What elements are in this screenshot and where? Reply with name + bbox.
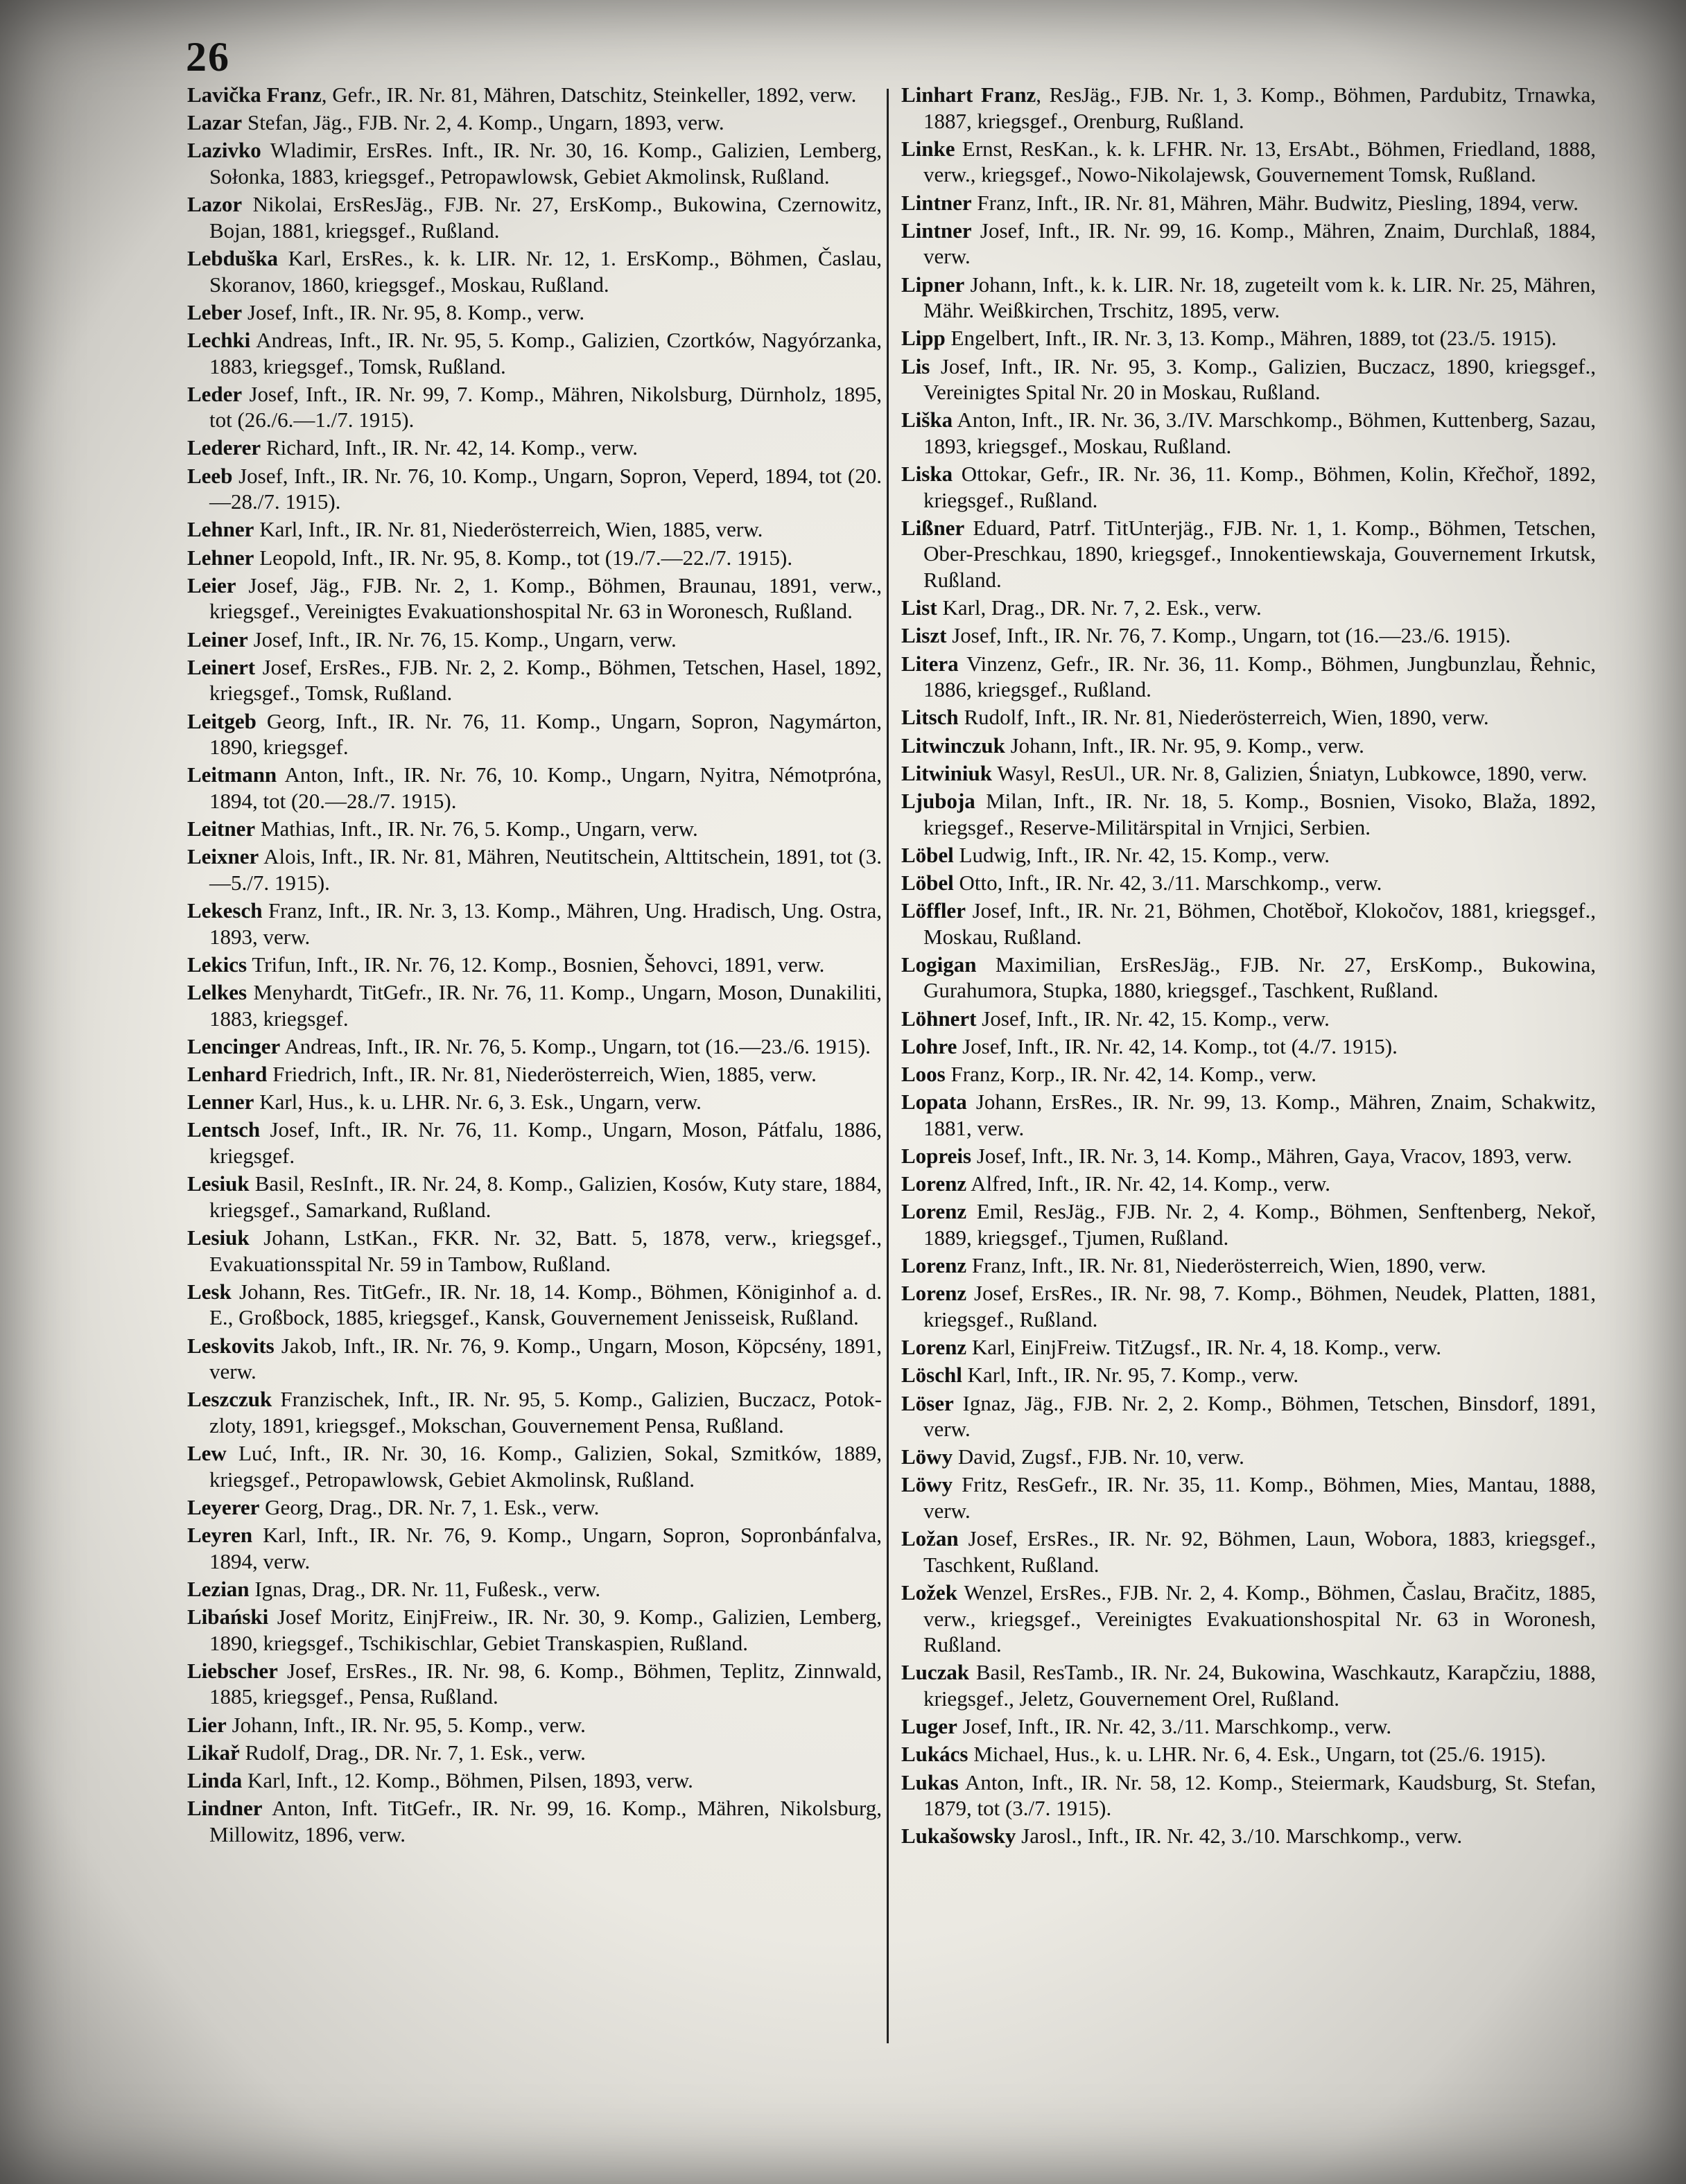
entry-surname: Linda (187, 1767, 243, 1792)
register-entry (187, 573, 882, 624)
register-entry (187, 110, 882, 136)
entry-details: Anton, Inft., IR. Nr. 58, 12. Komp., Steiermark, Kaudsburg, St. Stefan, 1879, tot (3./7. 1915). (923, 1770, 1596, 1821)
register-entry (901, 1390, 1596, 1442)
register-entry (901, 1280, 1596, 1332)
register-entry (187, 1522, 882, 1574)
register-entry (187, 1061, 882, 1087)
entry-details: Engelbert, Inft., IR. Nr. 3, 13. Komp., Mähren, 1889, tot (23./5. 1915). (945, 326, 1557, 351)
column-divider (887, 89, 889, 2043)
entry-details: Ignas, Drag., DR. Nr. 11, Fußesk., verw. (249, 1576, 601, 1601)
entry-surname: Lelkes (187, 980, 247, 1005)
entry-surname: Lekics (187, 952, 247, 977)
register-entry (187, 137, 882, 189)
entry-details: Ignaz, Jäg., FJB. Nr. 2, 2. Komp., Böhmen, Tetschen, Binsdorf, 1891, verw. (923, 1390, 1596, 1442)
register-entry (901, 1171, 1596, 1197)
register-entry (901, 515, 1596, 593)
entry-surname: Löbel (901, 870, 954, 895)
entry-surname: Lukašowsky (901, 1824, 1016, 1849)
entry-surname: Lenhard (187, 1062, 268, 1087)
entry-surname: Lorenz (901, 1335, 967, 1360)
entry-details: Josef, Inft., IR. Nr. 3, 14. Komp., Mähren, Gaya, Vracov, 1893, verw. (971, 1144, 1572, 1168)
entry-details: Franzischek, Inft., IR. Nr. 95, 5. Komp., Galizien, Buczacz, Potok-zloty, 1891, kriegsgef., Mokschan, Gouvernement Pensa, Rußland. (209, 1387, 882, 1438)
entry-surname: Löschl (901, 1363, 962, 1388)
entry-surname: Lipner (901, 272, 965, 297)
register-entry (187, 1604, 882, 1656)
entry-surname: Lehner (187, 517, 254, 542)
entry-details: Josef, ErsRes., FJB. Nr. 2, 2. Komp., Böhmen, Tetschen, Hasel, 1892, kriegsgef., Tomsk, Rußland. (209, 654, 882, 706)
entry-surname: Lintner (901, 190, 972, 215)
register-entry (901, 1143, 1596, 1169)
entry-details: Andreas, Inft., IR. Nr. 76, 5. Komp., Ungarn, tot (16.—23./6. 1915). (280, 1033, 871, 1058)
entry-details: Ludwig, Inft., IR. Nr. 42, 15. Komp., verw. (953, 842, 1330, 867)
register-entry (901, 1526, 1596, 1578)
register-entry (901, 218, 1596, 270)
entry-surname: Leyren (187, 1523, 253, 1548)
entry-surname: Liška (901, 408, 953, 433)
register-entry (901, 1089, 1596, 1141)
entry-surname: Löhnert (901, 1006, 977, 1031)
register-entry (901, 1198, 1596, 1250)
entry-details: Karl, Hus., k. u. LHR. Nr. 6, 3. Esk., Ungarn, verw. (254, 1090, 702, 1115)
entry-surname: Lorenz (901, 1171, 967, 1196)
entry-surname: Likař (187, 1740, 240, 1765)
entry-surname: Lukács (901, 1742, 968, 1767)
entry-surname: Lesiuk (187, 1171, 250, 1196)
entry-surname: Lier (187, 1712, 227, 1737)
entry-surname: Löbel (901, 842, 954, 867)
entry-details: , ResJäg., FJB. Nr. 1, 3. Komp., Böhmen, Pardubitz, Trnawka, 1887, kriegsgef., Orenburg, Rußland. (923, 82, 1596, 133)
entry-surname: Leskovits (187, 1333, 275, 1358)
entry-details: Josef, Inft., IR. Nr. 76, 11. Komp., Ungarn, Moson, Pátfalu, 1886, kriegsgef. (209, 1117, 882, 1168)
register-entry (187, 245, 882, 297)
entry-surname: Lorenz (901, 1281, 967, 1306)
register-entry (901, 325, 1596, 351)
register-entry (901, 1362, 1596, 1388)
entry-surname: Lukas (901, 1770, 959, 1794)
register-entry (187, 1795, 882, 1847)
register-entry (901, 1741, 1596, 1767)
register-entry (901, 407, 1596, 459)
register-entry (187, 1494, 882, 1521)
register-entry (901, 136, 1596, 188)
entry-details: Josef, Inft., IR. Nr. 95, 3. Komp., Galizien, Buczacz, 1890, kriegsgef., Vereinigtes Spital Nr. 20 in Moskau, Rußland. (923, 353, 1596, 405)
entry-details: Johann, ErsRes., IR. Nr. 99, 13. Komp., Mähren, Znaim, Schakwitz, 1881, verw. (923, 1090, 1596, 1140)
entry-surname: Lazar (187, 110, 243, 135)
entry-surname: Leier (187, 573, 236, 597)
register-entry (187, 516, 882, 543)
register-entry (901, 353, 1596, 405)
entry-details: Karl, Drag., DR. Nr. 7, 2. Esk., verw. (937, 595, 1262, 620)
entry-surname: Leszczuk (187, 1387, 272, 1412)
entry-details: Menyhardt, TitGefr., IR. Nr. 76, 11. Komp., Ungarn, Moson, Dunakiliti, 1883, kriegsgef. (209, 980, 882, 1031)
entry-surname: Liska (901, 462, 953, 487)
register-entry (187, 1658, 882, 1710)
entry-details: Josef, ErsRes., IR. Nr. 98, 7. Komp., Böhmen, Neudek, Platten, 1881, kriegsgef., Rußland. (923, 1281, 1596, 1331)
entry-details: Johann, Inft., k. k. LIR. Nr. 18, zugeteilt vom k. k. LIR. Nr. 25, Mähren, Mähr. Weißkirchen, Trschitz, 1895, verw. (923, 272, 1596, 323)
entry-surname: Leitmann (187, 762, 277, 787)
entry-details: Josef, Jäg., FJB. Nr. 2, 1. Komp., Böhmen, Braunau, 1891, verw., kriegsgef., Vereinigtes Evakuationshospital Nr. 63 in Woronesch, Rußland. (209, 573, 882, 624)
register-entry (901, 82, 1596, 134)
entry-details: Johann, Inft., IR. Nr. 95, 9. Komp., verw. (1005, 733, 1364, 758)
entry-surname: Lekesch (187, 898, 263, 923)
entry-details: Josef, Inft., IR. Nr. 99, 7. Komp., Mähren, Nikolsburg, Dürnholz, 1895, tot (26./6.—1./7. 1915). (209, 381, 882, 433)
entry-details: Maximilian, ErsResJäg., FJB. Nr. 27, ErsKomp., Bukowina, Gurahumora, Stupka, 1880, kriegsgef., Taschkent, Rußland. (923, 952, 1596, 1003)
entry-surname: Lindner (187, 1796, 263, 1821)
register-entry (187, 1225, 882, 1277)
entry-details: Nikolai, ErsResJäg., FJB. Nr. 27, ErsKomp., Bukowina, Czernowitz, Bojan, 1881, kriegsgef., Rußland. (209, 192, 882, 243)
entry-details: Josef, Inft., IR. Nr. 42, 3./11. Marschkomp., verw. (957, 1714, 1392, 1739)
entry-details: Johann, Res. TitGefr., IR. Nr. 18, 14. Komp., Böhmen, Königinhof a. d. E., Großbock, 1885, kriegsgef., Kansk, Gouvernement Jenisseisk, Rußland. (209, 1279, 882, 1330)
entry-details: Johann, Inft., IR. Nr. 95, 5. Komp., verw. (226, 1712, 586, 1737)
entry-surname: Leder (187, 381, 243, 406)
entry-details: Friedrich, Inft., IR. Nr. 81, Niederösterreich, Wien, 1885, verw. (267, 1062, 817, 1087)
entry-surname: Leixner (187, 844, 259, 869)
register-entry (187, 844, 882, 896)
entry-details: Josef, ErsRes., IR. Nr. 92, Böhmen, Laun, Wobora, 1883, kriegsgef., Taschkent, Rußland. (923, 1526, 1596, 1577)
entry-details: Basil, ResTamb., IR. Nr. 24, Bukowina, Waschkautz, Karapčziu, 1888, kriegsgef., Jeletz, Gouvernement Orel, Rußland. (923, 1660, 1596, 1711)
entry-details: Josef, Inft., IR. Nr. 76, 10. Komp., Ungarn, Sopron, Veperd, 1894, tot (20.—28./7. 1915). (209, 463, 882, 514)
entry-details: Franz, Inft., IR. Nr. 3, 13. Komp., Mähren, Ung. Hradisch, Ung. Ostra, 1893, verw. (209, 898, 882, 949)
register-entry (901, 595, 1596, 621)
register-entry (901, 1659, 1596, 1711)
entry-surname: Lis (901, 353, 930, 378)
register-entry (187, 1740, 882, 1766)
register-entry (187, 435, 882, 461)
entry-surname: Lopata (901, 1090, 967, 1115)
entry-details: Josef, Inft., IR. Nr. 21, Böhmen, Chotěboř, Klokočov, 1881, kriegsgef., Moskau, Rußland. (923, 898, 1596, 949)
entry-details: Wladimir, ErsRes. Inft., IR. Nr. 30, 16. Komp., Galizien, Lemberg, Sołonka, 1883, kriegsgef., Petropawlowsk, Gebiet Akmolinsk, Rußland. (209, 138, 882, 189)
entry-details: Franz, Inft., IR. Nr. 81, Mähren, Mähr. Budwitz, Piesling, 1894, verw. (971, 190, 1579, 215)
entry-details: Josef, Inft., IR. Nr. 42, 15. Komp., verw. (976, 1006, 1330, 1031)
register-entry (187, 299, 882, 326)
register-entry (901, 622, 1596, 649)
entry-surname: Lebduška (187, 245, 278, 270)
entry-surname: Leitgeb (187, 708, 257, 733)
entry-details: Franz, Inft., IR. Nr. 81, Niederösterreich, Wien, 1890, verw. (966, 1253, 1486, 1278)
entry-details: Luć, Inft., IR. Nr. 30, 16. Komp., Galizien, Sokal, Szmitków, 1889, kriegsgef., Petropawlowsk, Gebiet Akmolinsk, Rußland. (209, 1441, 882, 1492)
page-number: 26 (186, 34, 230, 80)
entry-details: Anton, Inft. TitGefr., IR. Nr. 99, 16. Komp., Mähren, Nikolsburg, Millowitz, 1896, verw. (209, 1796, 882, 1846)
entry-details: Wasyl, ResUl., UR. Nr. 8, Galizien, Śniatyn, Lubkowce, 1890, verw. (991, 760, 1588, 785)
entry-details: , Gefr., IR. Nr. 81, Mähren, Datschitz, Steinkeller, 1892, verw. (321, 82, 857, 107)
register-entry (901, 190, 1596, 216)
register-entry (901, 870, 1596, 896)
register-entry (187, 1089, 882, 1115)
register-entry (187, 952, 882, 978)
register-entry (901, 1770, 1596, 1822)
register-entry (901, 272, 1596, 324)
entry-surname: Ložan (901, 1526, 959, 1551)
entry-details: Josef, Inft., IR. Nr. 76, 7. Komp., Ungarn, tot (16.—23./6. 1915). (946, 623, 1511, 648)
entry-details: Karl, Inft., 12. Komp., Böhmen, Pilsen, 1893, verw. (242, 1767, 693, 1792)
entry-details: Karl, ErsRes., k. k. LIR. Nr. 12, 1. ErsKomp., Böhmen, Časlau, Skoranov, 1860, kriegsgef., Moskau, Rußland. (209, 245, 882, 297)
entry-surname: Löffler (901, 898, 966, 923)
entry-surname: Litera (901, 651, 959, 676)
entry-surname: Lipp (901, 326, 946, 351)
register-entry (187, 381, 882, 433)
entry-surname: List (901, 595, 937, 620)
register-entry (901, 1444, 1596, 1470)
register-entry (901, 651, 1596, 703)
entry-details: Karl, Inft., IR. Nr. 95, 7. Komp., verw. (962, 1363, 1299, 1388)
entry-surname: Leiner (187, 627, 248, 652)
register-entry (901, 733, 1596, 759)
register-entry (901, 1033, 1596, 1060)
entry-details: Karl, Inft., IR. Nr. 81, Niederösterreich, Wien, 1885, verw. (254, 517, 763, 542)
entry-surname: Linke (901, 136, 955, 161)
register-entry (187, 898, 882, 950)
entry-surname: Luger (901, 1714, 957, 1739)
entry-details: Michael, Hus., k. u. LHR. Nr. 6, 4. Esk., Ungarn, tot (25./6. 1915). (968, 1742, 1546, 1767)
entry-details: Vinzenz, Gefr., IR. Nr. 36, 11. Komp., Böhmen, Jungbunzlau, Řehnic, 1886, kriegsgef., Rußland. (923, 651, 1596, 702)
entry-surname: Luczak (901, 1660, 970, 1685)
register-entry (901, 1252, 1596, 1279)
entry-details: Georg, Drag., DR. Nr. 7, 1. Esk., verw. (259, 1494, 600, 1519)
entry-details: David, Zugsf., FJB. Nr. 10, verw. (953, 1444, 1244, 1469)
entry-details: Richard, Inft., IR. Nr. 42, 14. Komp., verw. (261, 435, 638, 460)
register-entry (901, 461, 1596, 513)
register-entry (187, 708, 882, 760)
entry-details: Georg, Inft., IR. Nr. 76, 11. Komp., Ungarn, Sopron, Nagymárton, 1890, kriegsgef. (209, 708, 882, 760)
register-entry (187, 545, 882, 571)
entry-surname: Lesk (187, 1279, 232, 1304)
entry-surname: Lazivko (187, 138, 261, 163)
entry-surname: Logigan (901, 952, 977, 977)
register-entry (187, 654, 882, 706)
entry-surname: Lesiuk (187, 1225, 250, 1250)
entry-details: Stefan, Jäg., FJB. Nr. 2, 4. Komp., Ungarn, 1893, verw. (242, 110, 724, 135)
register-entry (187, 1767, 882, 1794)
entry-details: Karl, EinjFreiw. TitZugsf., IR. Nr. 4, 18. Komp., verw. (966, 1335, 1441, 1360)
entry-surname: Löwy (901, 1444, 953, 1469)
register-entry (901, 1334, 1596, 1361)
entry-details: Eduard, Patrf. TitUnterjäg., FJB. Nr. 1, 1. Komp., Böhmen, Tetschen, Ober-Preschkau, 1890, kriegsgef., Innokentiewskaja, Gouvernement Irkutsk, Rußland. (923, 515, 1596, 593)
register-entry (187, 1279, 882, 1331)
entry-details: Jakob, Inft., IR. Nr. 76, 9. Komp., Ungarn, Moson, Köpcsény, 1891, verw. (209, 1333, 882, 1384)
entry-surname: Ljuboja (901, 788, 975, 813)
entry-details: Trifun, Inft., IR. Nr. 76, 12. Komp., Bosnien, Šehovci, 1891, verw. (247, 952, 825, 977)
entry-surname: Loos (901, 1062, 946, 1087)
entry-surname: Ložek (901, 1580, 957, 1605)
entry-surname: Lew (187, 1441, 227, 1466)
entry-surname: Linhart Franz (901, 82, 1036, 107)
entry-details: Ottokar, Gefr., IR. Nr. 36, 11. Komp., Böhmen, Kolin, Křečhoř, 1892, kriegsgef., Rußland. (923, 462, 1596, 512)
register-entry (901, 898, 1596, 950)
entry-details: Alfred, Inft., IR. Nr. 42, 14. Komp., verw. (966, 1171, 1331, 1196)
entry-surname: Liszt (901, 623, 947, 648)
entry-details: Anton, Inft., IR. Nr. 36, 3./IV. Marschkomp., Böhmen, Kuttenberg, Sazau, 1893, kriegsgef., Moskau, Rußland. (923, 408, 1596, 458)
entry-surname: Leinert (187, 654, 256, 679)
entry-surname: Leyerer (187, 1494, 260, 1519)
entry-surname: Lenner (187, 1090, 254, 1115)
entry-details: Andreas, Inft., IR. Nr. 95, 5. Komp., Galizien, Czortków, Nagyórzanka, 1883, kriegsgef., Tomsk, Rußland. (209, 327, 882, 378)
entry-details: Franz, Korp., IR. Nr. 42, 14. Komp., verw. (945, 1062, 1316, 1087)
entry-surname: Lorenz (901, 1253, 967, 1278)
entry-details: Johann, LstKan., FKR. Nr. 32, Batt. 5, 1878, verw., kriegsgef., Evakuationsspital Nr. 59 in Tambow, Rußland. (209, 1225, 882, 1276)
register-entry (187, 1033, 882, 1060)
entry-surname: Löser (901, 1390, 954, 1415)
entry-details: Mathias, Inft., IR. Nr. 76, 5. Komp., Ungarn, verw. (255, 816, 698, 841)
register-entry (901, 788, 1596, 840)
register-entry (187, 327, 882, 379)
register-entry (187, 1712, 882, 1738)
entry-surname: Litwinczuk (901, 733, 1005, 758)
entry-details: Basil, ResInft., IR. Nr. 24, 8. Komp., Galizien, Kosów, Kuty stare, 1884, kriegsgef., Samarkand, Rußland. (209, 1171, 882, 1222)
entry-surname: Lentsch (187, 1117, 261, 1142)
entry-details: Josef, Inft., IR. Nr. 95, 8. Komp., verw. (242, 299, 585, 324)
entry-details: Wenzel, ErsRes., FJB. Nr. 2, 4. Komp., Böhmen, Časlau, Bračitz, 1885, verw., kriegsgef., Vereinigtes Evakuationshospital Nr. 63 in Woronesh, Rußland. (923, 1580, 1596, 1657)
entry-surname: Leber (187, 299, 243, 324)
entry-details: Otto, Inft., IR. Nr. 42, 3./11. Marschkomp., verw. (953, 870, 1382, 895)
register-entry (187, 1440, 882, 1492)
register-entry (901, 842, 1596, 868)
entry-surname: Leeb (187, 463, 233, 488)
entry-surname: Lintner (901, 218, 972, 243)
entry-details: Josef, Inft., IR. Nr. 42, 14. Komp., tot (4./7. 1915). (957, 1033, 1398, 1058)
entry-surname: Lezian (187, 1576, 250, 1601)
entry-details: Fritz, ResGefr., IR. Nr. 35, 11. Komp., Böhmen, Mies, Mantau, 1888, verw. (923, 1472, 1596, 1523)
register-entry (187, 627, 882, 653)
register-entry (187, 762, 882, 814)
register-entry (901, 1713, 1596, 1740)
register-entry (901, 952, 1596, 1004)
entry-details: Ernst, ResKan., k. k. LFHR. Nr. 13, ErsAbt., Böhmen, Friedland, 1888, verw., kriegsgef., Nowo-Nikolajewsk, Gouvernement Tomsk, Rußland. (923, 136, 1596, 187)
register-entry (187, 1117, 882, 1169)
entry-surname: Leitner (187, 816, 256, 841)
entry-details: Emil, ResJäg., FJB. Nr. 2, 4. Komp., Böhmen, Senftenberg, Nekoř, 1889, kriegsgef., Tjumen, Rußland. (923, 1199, 1596, 1250)
register-entry (901, 1823, 1596, 1849)
entry-surname: Litsch (901, 705, 959, 730)
entry-details: Alois, Inft., IR. Nr. 81, Mähren, Neutitschein, Alttitschein, 1891, tot (3.—5./7. 1915). (209, 844, 882, 895)
entry-surname: Lederer (187, 435, 261, 460)
entry-details: Josef, Inft., IR. Nr. 99, 16. Komp., Mähren, Znaim, Durchlaß, 1884, verw. (923, 218, 1596, 269)
entry-details: Rudolf, Inft., IR. Nr. 81, Niederösterreich, Wien, 1890, verw. (958, 705, 1489, 730)
entry-surname: Lehner (187, 545, 254, 570)
register-entry (187, 1386, 882, 1438)
register-entry (901, 1006, 1596, 1032)
entry-surname: Lencinger (187, 1033, 281, 1058)
entry-details: Josef Moritz, EinjFreiw., IR. Nr. 30, 9. Komp., Galizien, Lemberg, 1890, kriegsgef., Tschikischlar, Gebiet Transkaspien, Rußland. (209, 1605, 882, 1655)
register-entry (901, 1580, 1596, 1658)
register-entry (187, 82, 882, 108)
entry-surname: Lavička Franz (187, 82, 322, 107)
entry-details: Josef, Inft., IR. Nr. 76, 15. Komp., Ungarn, verw. (247, 627, 677, 652)
entry-details: Rudolf, Drag., DR. Nr. 7, 1. Esk., verw. (239, 1740, 586, 1765)
right-column (901, 82, 1596, 1851)
register-entry (187, 463, 882, 515)
register-entry (901, 1061, 1596, 1087)
entry-surname: Lohre (901, 1033, 957, 1058)
entry-surname: Lazor (187, 192, 243, 217)
entry-surname: Lorenz (901, 1199, 967, 1224)
entry-details: Karl, Inft., IR. Nr. 76, 9. Komp., Ungarn, Sopron, Sopronbánfalva, 1894, verw. (209, 1523, 882, 1573)
entry-surname: Litwiniuk (901, 760, 992, 785)
entry-surname: Lopreis (901, 1144, 972, 1168)
entry-surname: Löwy (901, 1472, 953, 1497)
entry-details: Jarosl., Inft., IR. Nr. 42, 3./10. Marschkomp., verw. (1016, 1824, 1463, 1849)
left-column (187, 82, 882, 1849)
entry-surname: Libański (187, 1605, 269, 1630)
register-entry (187, 1576, 882, 1602)
entry-surname: Lißner (901, 515, 965, 540)
register-entry (901, 704, 1596, 731)
entry-surname: Lechki (187, 327, 251, 352)
entry-details: Josef, ErsRes., IR. Nr. 98, 6. Komp., Böhmen, Teplitz, Zinnwald, 1885, kriegsgef., Pensa, Rußland. (209, 1658, 882, 1709)
register-entry (901, 1471, 1596, 1523)
entry-details: Anton, Inft., IR. Nr. 76, 10. Komp., Ungarn, Nyitra, Némotpróna, 1894, tot (20.—28./7. 1915). (209, 762, 882, 813)
register-entry (187, 1333, 882, 1385)
register-entry (901, 760, 1596, 787)
entry-surname: Liebscher (187, 1658, 278, 1683)
register-entry (187, 191, 882, 243)
register-entry (187, 1171, 882, 1223)
register-entry (187, 979, 882, 1031)
entry-details: Milan, Inft., IR. Nr. 18, 5. Komp., Bosnien, Visoko, Blaža, 1892, kriegsgef., Reserve-Militärspital in Vrnjici, Serbien. (923, 788, 1596, 839)
entry-details: Leopold, Inft., IR. Nr. 95, 8. Komp., tot (19./7.—22./7. 1915). (254, 545, 793, 570)
register-entry (187, 816, 882, 842)
